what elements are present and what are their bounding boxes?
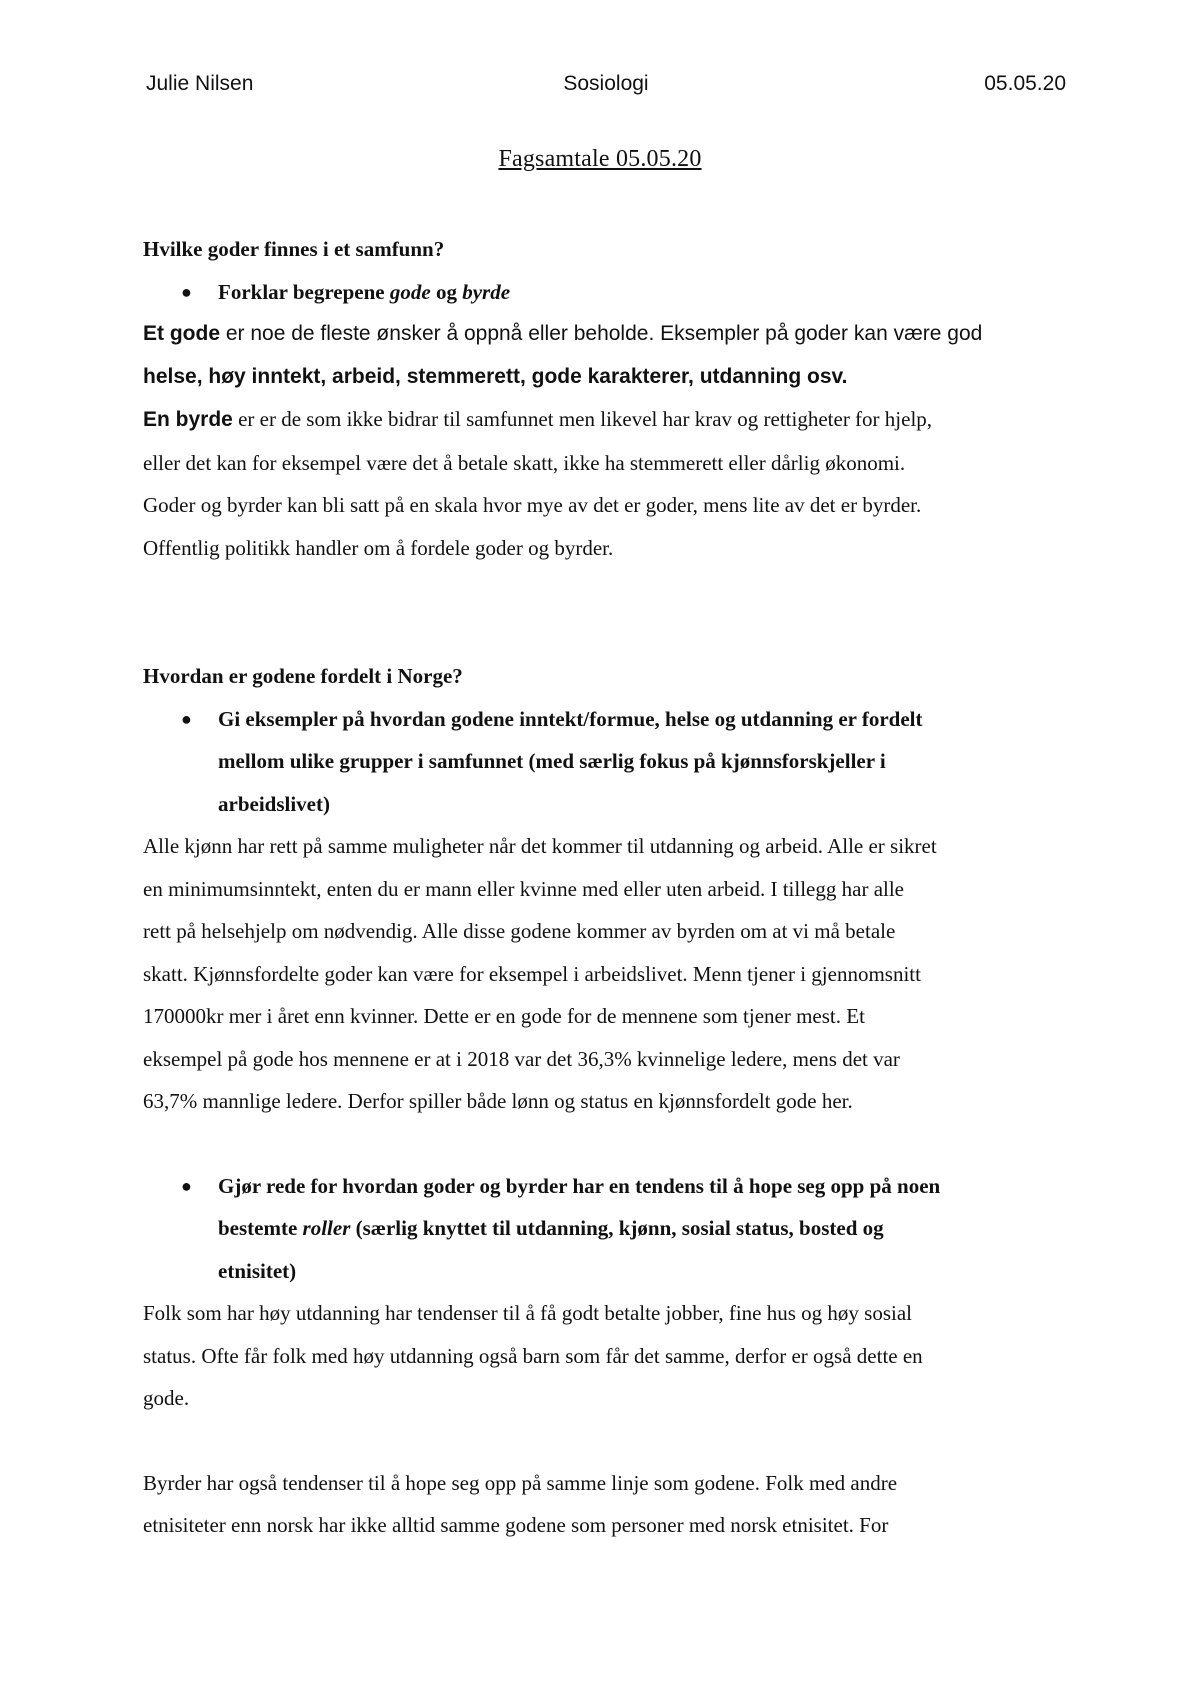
bullet-2: [143, 698, 1073, 826]
byrde-paragraph: [143, 398, 1073, 569]
para1-line-3: rett på helsehjelp om nødvendig. Alle disse godene kommer av byrden om at vi må betale: [143, 919, 896, 943]
byrde-line-2: eller det kan for eksempel være det å betale skatt, ikke ha stemmerett eller dårlig økonomi.: [143, 450, 906, 475]
bullet-3-line-2-prefix: bestemte: [218, 1216, 303, 1240]
page-header: [146, 72, 1066, 102]
bullet-3-line-1: Gjør rede for hvordan goder og byrder har en tendens til å hope seg opp på noen: [218, 1173, 941, 1198]
para1-line-1: Alle kjønn har rett på samme muligheter når det kommer til utdanning og arbeid. Alle er sikret: [143, 834, 937, 858]
bullet-3-line-2-rest: (særlig knyttet til utdanning, kjønn, sosial status, bosted og: [350, 1216, 884, 1240]
gode-line-2: helse, høy inntekt, arbeid, stemmerett, gode karakterer, utdanning osv.: [143, 364, 848, 388]
bullet-2-line-2: mellom ulike grupper i samfunnet (med særlig fokus på kjønnsforskjeller i: [218, 749, 886, 773]
bullet-dot-icon: ●: [181, 708, 192, 729]
bullet-3-term-roller: roller: [302, 1216, 351, 1240]
document-title: Fagsamtale 05.05.20: [498, 146, 702, 172]
header-author: Julie Nilsen: [146, 72, 254, 95]
header-date: 05.05.20: [984, 72, 1066, 95]
bullet-dot-icon: ●: [181, 1175, 192, 1196]
question-2: Hvordan er godene fordelt i Norge?: [143, 664, 463, 688]
header-subject: Sosiologi: [563, 72, 649, 95]
para3-line-1: Byrder har også tendenser til å hope seg opp på samme linje som godene. Folk med andre: [143, 1470, 898, 1495]
document-body: [143, 228, 1073, 1547]
para1-line-2: en minimumsinntekt, enten du er mann eller kvinne med eller uten arbeid. I tillegg har alle: [143, 876, 905, 901]
question-1: Hvilke goder finnes i et samfunn?: [143, 237, 445, 261]
para1-line-5: 170000kr mer i året enn kvinner. Dette er en gode for de mennene som tjener mest. Et: [143, 1004, 865, 1028]
para3-line-2: etnisiteter enn norsk har ikke alltid samme godene som personer med norsk etnisitet. For: [143, 1513, 889, 1537]
para1-line-4: skatt. Kjønnsfordelte goder kan være for eksempel i arbeidslivet. Menn tjener i gjennomsnitt: [143, 961, 921, 986]
bullet-1-mid: og: [430, 279, 463, 304]
bullet-2-line-3: arbeidslivet): [218, 791, 330, 816]
byrde-line-1: er er de som ikke bidrar til samfunnet men likevel har krav og rettigheter for hjelp,: [232, 407, 933, 431]
para2-line-3: gode.: [143, 1386, 190, 1410]
para2-line-2: status. Ofte får folk med høy utdanning også barn som får det samme, derfor er også dette en: [143, 1343, 923, 1368]
para1-line-7: 63,7% mannlige ledere. Derfor spiller både lønn og status en kjønnsfordelt gode her.: [143, 1089, 853, 1113]
paragraph-burdens: [143, 1462, 1073, 1547]
bullet-3-line-3: etnisitet): [218, 1258, 297, 1283]
bullet-1-term-gode: gode: [389, 279, 431, 304]
bullet-dot-icon: ●: [181, 281, 192, 302]
byrde-line-3: Goder og byrder kan bli satt på en skala hvor mye av det er goder, mens lite av det er byrder.: [143, 493, 922, 517]
paragraph-gender: [143, 825, 1073, 1123]
bullet-2-line-1: Gi eksempler på hvordan godene inntekt/formue, helse og utdanning er fordelt: [218, 706, 923, 731]
byrde-lead: En byrde: [143, 408, 233, 431]
para1-line-6: eksempel på gode hos mennene er at i 2018 var det 36,3% kvinnelige ledere, mens det var: [143, 1046, 900, 1071]
bullet-1-prefix: Forklar begrepene: [218, 279, 390, 304]
gode-paragraph: [143, 313, 1073, 398]
gode-line-1: er noe de fleste ønsker å oppnå eller beholde. Eksempler på goder kan være god: [220, 322, 983, 345]
bullet-1: [143, 271, 1073, 314]
byrde-line-4: Offentlig politikk handler om å fordele goder og byrder.: [143, 535, 614, 560]
bullet-1-term-byrde: byrde: [462, 279, 511, 304]
gode-lead: Et gode: [143, 322, 220, 345]
para2-line-1: Folk som har høy utdanning har tendenser til å få godt betalte jobber, fine hus og høy sosial: [143, 1301, 913, 1325]
bullet-3: [143, 1165, 1073, 1293]
paragraph-education: [143, 1292, 1073, 1420]
